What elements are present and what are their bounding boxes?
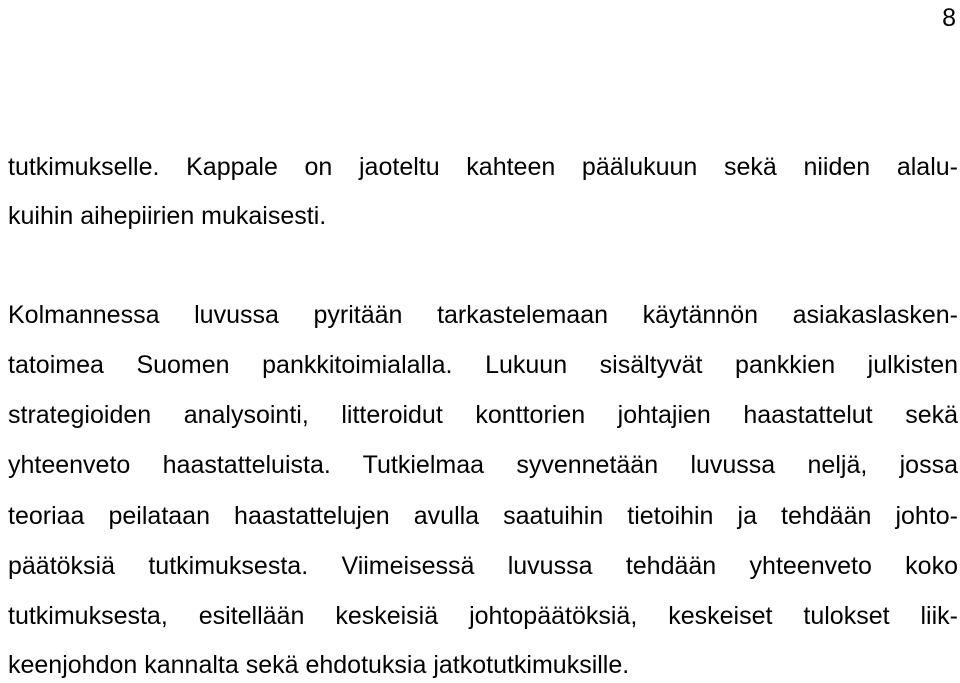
text-line: tatoimea Suomen pankkitoimialalla. Lukuun sisältyvät pankkien julkisten [8, 351, 958, 379]
text-line: päätöksiä tutkimuksesta. Viimeisessä luvussa tehdään yhteenveto koko [8, 552, 958, 580]
text-line: teoriaa peilataan haastattelujen avulla saatuihin tietoihin ja tehdään johto- [8, 502, 958, 530]
text-line: yhteenveto haastatteluista. Tutkielmaa syvennetään luvussa neljä, jossa [8, 451, 958, 479]
text-line: strategioiden analysointi, litteroidut konttorien johtajien haastattelut sekä [8, 401, 958, 429]
text-line: keenjohdon kannalta sekä ehdotuksia jatkotutkimuksille. [8, 651, 630, 679]
text-line: tutkimukselle. Kappale on jaoteltu kahteen päälukuun sekä niiden alalu- [8, 153, 958, 181]
page-number: 8 [942, 4, 956, 32]
text-line: kuihin aihepiirien mukaisesti. [8, 202, 327, 230]
text-line: tutkimuksesta, esitellään keskeisiä johtopäätöksiä, keskeiset tulokset liik- [8, 602, 958, 630]
text-line: Kolmannessa luvussa pyritään tarkastelemaan käytännön asiakaslasken- [8, 301, 958, 329]
